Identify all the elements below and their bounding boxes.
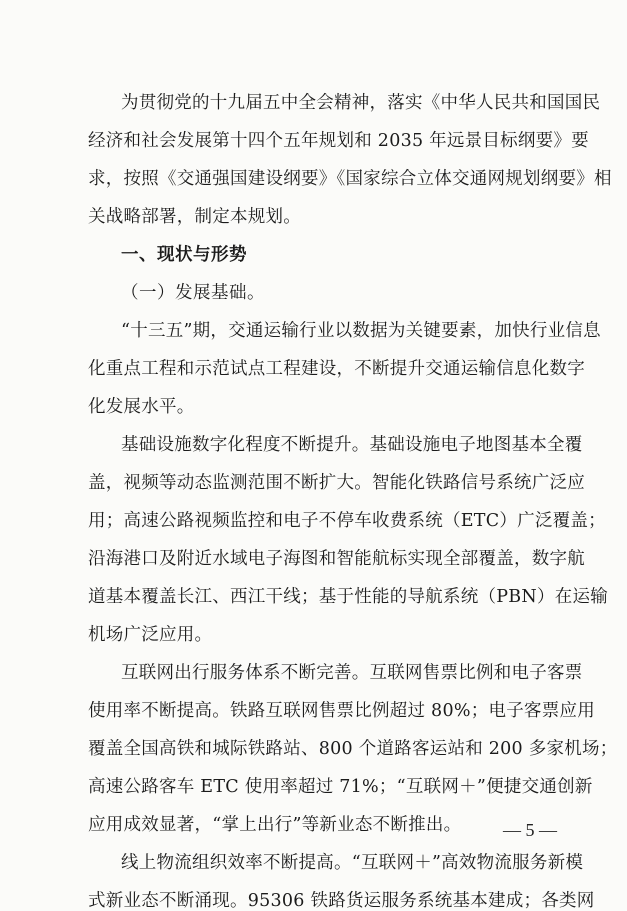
paragraph-2-line-2: 盖，视频等动态监测范围不断扩大。智能化铁路信号系统广泛应 (88, 473, 585, 493)
paragraph-1-line-3: 化发展水平。 (88, 397, 195, 417)
intro-line-2: 经济和社会发展第十四个五年规划和 2035 年远景目标纲要》要 (88, 131, 589, 151)
paragraph-2-line-3: 用；高速公路视频监控和电子不停车收费系统（ETC）广泛覆盖； (88, 511, 606, 531)
intro-line-1: 为贯彻党的十九届五中全会精神，落实《中华人民共和国国民 (121, 93, 601, 113)
paragraph-2-line-5: 道基本覆盖长江、西江干线；基于性能的导航系统（PBN）在运输 (88, 587, 608, 607)
section-heading: 一、现状与形势 (121, 245, 247, 265)
paragraph-4-line-1: 线上物流组织效率不断提高。“互联网＋”高效物流服务新模 (121, 853, 584, 873)
paragraph-1-line-2: 化重点工程和示范试点工程建设，不断提升交通运输信息化数字 (88, 359, 585, 379)
paragraph-3-line-2: 使用率不断提高。铁路互联网售票比例超过 80%；电子客票应用 (88, 701, 595, 721)
subsection-heading: （一）发展基础。 (121, 283, 265, 303)
paragraph-3-line-4: 高速公路客车 ETC 使用率超过 71%；“互联网＋”便捷交通创新 (88, 777, 593, 797)
paragraph-3-line-3: 覆盖全国高铁和城际铁路站、800 个道路客运站和 200 多家机场； (88, 739, 618, 759)
paragraph-3-line-1: 互联网出行服务体系不断完善。互联网售票比例和电子客票 (121, 663, 583, 683)
paragraph-3-line-5: 应用成效显著，“掌上出行”等新业态不断推出。 (88, 815, 462, 835)
page-number: — 5 — (503, 820, 557, 840)
paragraph-2-line-1: 基础设施数字化程度不断提升。基础设施电子地图基本全覆 (121, 435, 583, 455)
paragraph-4-line-2: 式新业态不断涌现。95306 铁路货运服务系统基本建成；各类网 (88, 891, 595, 911)
intro-line-3: 求，按照《交通强国建设纲要》《国家综合立体交通网规划纲要》相 (88, 169, 612, 189)
intro-line-4: 关战略部署，制定本规划。 (88, 207, 301, 227)
paragraph-2-line-4: 沿海港口及附近水域电子海图和智能航标实现全部覆盖，数字航 (88, 549, 585, 569)
paragraph-2-line-6: 机场广泛应用。 (88, 625, 213, 645)
paragraph-1-line-1: “十三五”期，交通运输行业以数据为关键要素，加快行业信息 (121, 321, 601, 341)
